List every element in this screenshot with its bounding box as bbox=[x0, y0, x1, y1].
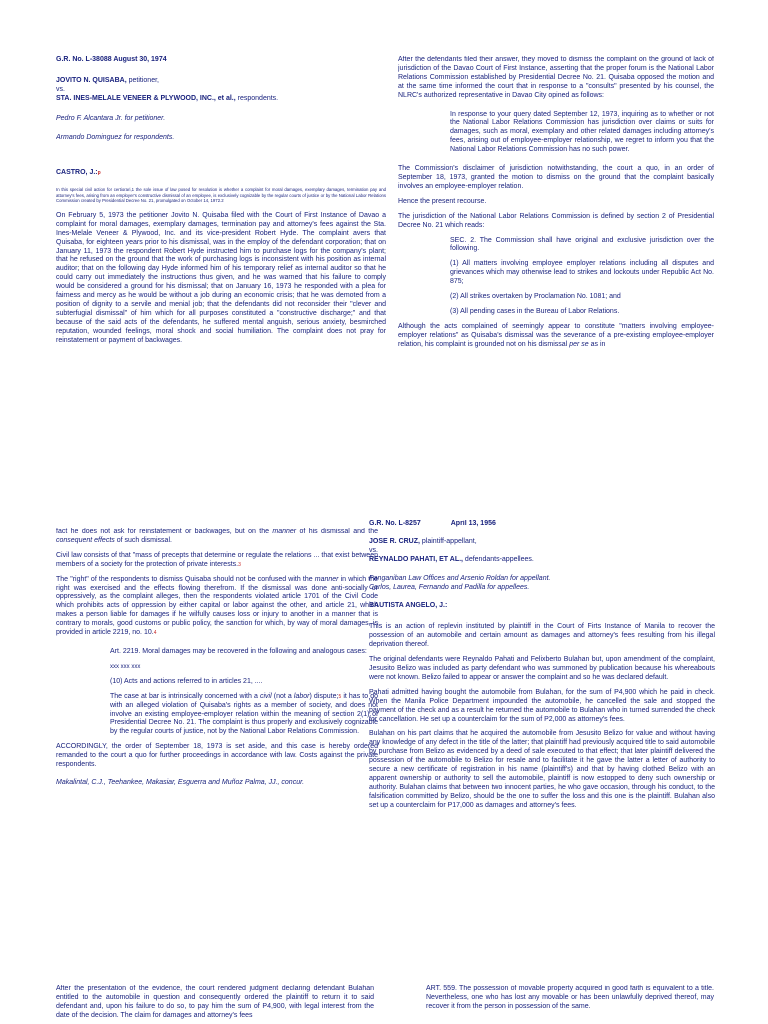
body-paragraph: ACCORDINGLY, the order of September 18, 1973 is set aside, and this case is hereby ordered remanded to the court a quo for further proceedings in accordance with law. Costs against the private respondents. bbox=[56, 743, 378, 769]
block-quote: The case at bar is intrinsically concerned with a civil (not a labor) dispute;5 it has to do with an alleged violation of Quisaba's rights as a member of society, and does not involve an existing employee-employer relation within the meaning of section 2(1) of Presidential Decree No. 21. The complaint is thus properly and exclusively cognizable by the regular courts of justice, not by the National Labor Relations Commission. bbox=[110, 692, 378, 736]
versus-line: vs. bbox=[369, 546, 378, 554]
counsel-appellees: Carlos, Laurea, Fernando and Padilla for appellees. bbox=[369, 583, 530, 591]
counsel-appellant: Panganiban Law Offices and Arsenio Roldan for appellant. bbox=[369, 574, 551, 582]
body-paragraph: Bulahan on his part claims that he acquired the automobile from Jesusito Belizo for value and without having any knowledge of any defect in the title of the latter; that plaintiff had previously acquired title to said automobile by purchase from Belizo as evidenced by a deed of sale executed to that effect; that later plaintiff delivered the possession of the automobile to Belizo for resale and to facilitate it he gave the latter a letter of authority to secure a new certificate of registration in his name (plaintiff's) and that by having clothed Belizo with an apparent ownership or authority to sell the automobile, plaintiff is now estopped to deny such ownership or authority. Bulahan claims that between two innocent parties, he who gave occasion, through his conduct, to the falsification committed by Belizo, should be the one to suffer the loss and this one is the plaintiff. Bulahan also set up a counterclaim for P17,000 as damages and attorney's fees. bbox=[369, 730, 715, 809]
block-quote: Art. 2219. Moral damages may be recovered in the following and analogous cases: bbox=[110, 647, 367, 655]
ponente-line: CASTRO, J.:p bbox=[56, 169, 101, 177]
plaintiff-line: JOSE R. CRUZ, plaintiff-appellant, bbox=[369, 537, 477, 545]
body-paragraph: This is an action of replevin instituted by plaintiff in the Court of Firts Instance of Manila to recover the possession of an automobile and certain amount as damages and attorney's fees resulting from his illegal deprivation thereof. bbox=[369, 623, 715, 649]
body-paragraph: The Commission's disclaimer of jurisdiction notwithstanding, the court a quo, in an order of September 18, 1973, granted the motion to dismiss on the ground that the complaint basically involves an employee-employer relation. bbox=[398, 165, 714, 190]
quisaba-column-2 bbox=[398, 56, 714, 386]
body-paragraph: Pahati admitted having bought the automobile from Bulahan, for the sum of P4,900 which he paid in check. When the Manila Police Department impounded the automobile, he cancelled the sale and stopped the payment of the check and as a result he returned the automobile to Bulahan who in turned surrended the check for cancellation. He set up a counterclaim for the sum of P2,000 as attorney's fees. bbox=[369, 688, 715, 723]
footnote-ref[interactable]: 3 bbox=[238, 561, 241, 568]
body-paragraph: On February 5, 1973 the petitioner Jovito N. Quisaba filed with the Court of First Instance of Davao a complaint for moral damages, exemplary damages, termination pay and attorney's fees against the Sta. Ines-Melale Veneer & Plywood, Inc. and its vice-president Robert Hyde. The complaint avers that Quisaba, for eighteen years prior to his dismissal, was in the employ of the defendant corporation; that on January 11, 1973 the respondent Robert Hyde instructed him to purchase logs for the company's plant; that he refused on the ground that the work of purchasing logs is inconsistent with his position as internal auditor; that on the following day Hyde informed him of his temporary relief as internal auditor so that he could carry out immediately the instructions thus given, and he was warned that his failure to comply would be considered a ground for his dismissal; that on January 16, 1973 he responded with a plea for fairness and mercy as he would be without a job during an economic crisis; that he was demoted from a position of dignity to a servile and menial job; that the defendants did not reconsider their "clever and subterfugial dismissal" of him which for all purposes constituted a "constructive discharge;" and that because of the said acts of the defendants, he suffered mental anguish, serious anxiety, besmirched reputation, wounded feelings, moral shock and social humiliation. The complaint does not pray for reinstatement or payment of backwages. bbox=[56, 211, 386, 344]
case-number-heading: G.R. No. L-8257 April 13, 1956 bbox=[369, 520, 496, 527]
body-paragraph: Hence the present recourse. bbox=[398, 197, 487, 205]
ponente-line: BAUTISTA ANGELO, J.: bbox=[369, 602, 448, 610]
block-quote: In response to your query dated September 12, 1973, inquiring as to whether or not the National Labor Relations Commission has jurisdiction over claims or suits for damages, such as moral, exemplary and other related damages including attorney's fees, arising out of employee-employer relationship, we regret to inform you that the National Labor Relations Commission has no such power. bbox=[450, 110, 714, 154]
block-quote: (1) All matters involving employee employer relations including all disputes and grievances which may otherwise lead to strikes and lockouts under Republic Act No. 875; bbox=[450, 260, 714, 286]
block-quote: (10) Acts and actions referred to in articles 21, .... bbox=[110, 677, 263, 685]
counsel-petitioner: Pedro F. Alcantara Jr. for petitioner. bbox=[56, 114, 166, 122]
body-paragraph: fact he does not ask for reinstatement or backwages, but on the manner of his dismissal and the consequent effects of such dismissal. bbox=[56, 528, 378, 544]
footnote-ref[interactable]: 5 bbox=[338, 693, 342, 700]
body-paragraph: After the defendants filed their answer, they moved to dismiss the complaint on the ground of lack of jurisdiction of the Davao Court of First Instance, asserting that the proper forum is the National Labor Relations Commission established by Presidential Decree No. 21. Quisaba opposed the motion and at the same time informed the court that in response to a "consults" presented by his counsel, the NLRC's authorized representative in Davao City opined as follows: bbox=[398, 56, 714, 99]
cruz-column bbox=[369, 520, 715, 870]
case-number-heading: G.R. No. L-38088 August 30, 1974 bbox=[56, 56, 167, 63]
respondent-line: STA. INES-MELALE VENEER & PLYWOOD, INC., et al., respondents. bbox=[56, 94, 279, 102]
versus-line: vs. bbox=[56, 85, 65, 93]
concurrence-line: Makalintal, C.J., Teehankee, Makasiar, Esguerra and Muñoz Palma, JJ., concur. bbox=[56, 778, 305, 786]
counsel-respondents: Armando Dominguez for respondents. bbox=[56, 133, 175, 141]
body-paragraph: Although the acts complained of seemingly appear to constitute "matters involving employee-employer relations" as Quisaba's dismissal was the severance of a pre-existing employee-employer relation, his complaint is grounded not on his dismissal per se as in bbox=[398, 322, 714, 348]
body-paragraph: ART. 559. The possession of movable property acquired in good faith is equivalent to a title. Nevertheless, one who has lost any movable or has been unlawfully deprived thereof, may recover it from the person in possession of the same. bbox=[426, 985, 714, 1010]
petitioner-line: JOVITO N. QUISABA, petitioner, bbox=[56, 76, 159, 84]
body-paragraph: The original defendants were Reynaldo Pahati and Felixberto Bulahan but, upon amendment of the complaint, Jesusito Belizo was included as party defendant who was summoned by publication because his whereabouts were not known. Belizo failed to appear or answer the complaint and so he was declared default. bbox=[369, 656, 715, 681]
block-quote: (2) All strikes overtaken by Proclamation No. 1081; and bbox=[450, 293, 621, 301]
block-quote: (3) All pending cases in the Bureau of Labor Relations. bbox=[450, 307, 620, 315]
body-paragraph: Civil law consists of that "mass of precepts that determine or regulate the relations ... that exist between members of a society for the protection of private interests.3 bbox=[56, 551, 378, 568]
cruz-column-2 bbox=[56, 985, 374, 1023]
quisaba-column-3 bbox=[56, 528, 378, 828]
quisaba-column-1 bbox=[56, 56, 386, 376]
cruz-column-3 bbox=[426, 985, 714, 1023]
footnote-ref[interactable]: p bbox=[97, 170, 101, 177]
defendant-line: REYNALDO PAHATI, ET AL., defendants-appellees. bbox=[369, 555, 534, 563]
footnote-ref[interactable]: 4 bbox=[153, 630, 157, 637]
body-paragraph: The "right" of the respondents to dismiss Quisaba should not be confused with the manner in which the right was exercised and the effects flowing therefrom. If the dismissal was done anti-socially or oppressively, as the complaint alleges, then the respondents violated article 1701 of the Civil Code which prohibits acts of oppression by either capital or labor against the other, and article 21, which makes a person liable for damages if he wilfully causes loss or injury to another in a manner that is contrary to morals, good customs or public policy, the sanction for which, by way of moral damages, is provided in article 2219, no. 10.4 bbox=[56, 575, 378, 637]
block-quote: xxx xxx xxx bbox=[110, 663, 141, 670]
block-quote: SEC. 2. The Commission shall have original and exclusive jurisdiction over the following. bbox=[450, 236, 714, 253]
body-paragraph: The jurisdiction of the National Labor Relations Commission is defined by section 2 of Presidential Decree No. 21 which reads: bbox=[398, 212, 714, 229]
syllabus-paragraph: In this special civil action for certiorari,1 the sole issue of law posed for resolution is whether a complaint for moral damages, exemplary damages, termination pay and attorney's fees, arising from an employer's constructive dismissal of an employee, is exclusively cognizable by the regular courts of justice or by the National Labor Relations Commission created by Presidential Decree No. 21, promulgated on October 14, 1972.2 bbox=[56, 187, 386, 203]
body-paragraph: After the presentation of the evidence, the court rendered judgment declaring defendant Bulahan entitled to the automobile in question and consequently ordered the plaintiff to return it to said defendant and, upon his failure to do so, to pay him the sum of P4,900, with legal interest from the date of the decision. The claim for damages and attorney's fees bbox=[56, 985, 374, 1019]
